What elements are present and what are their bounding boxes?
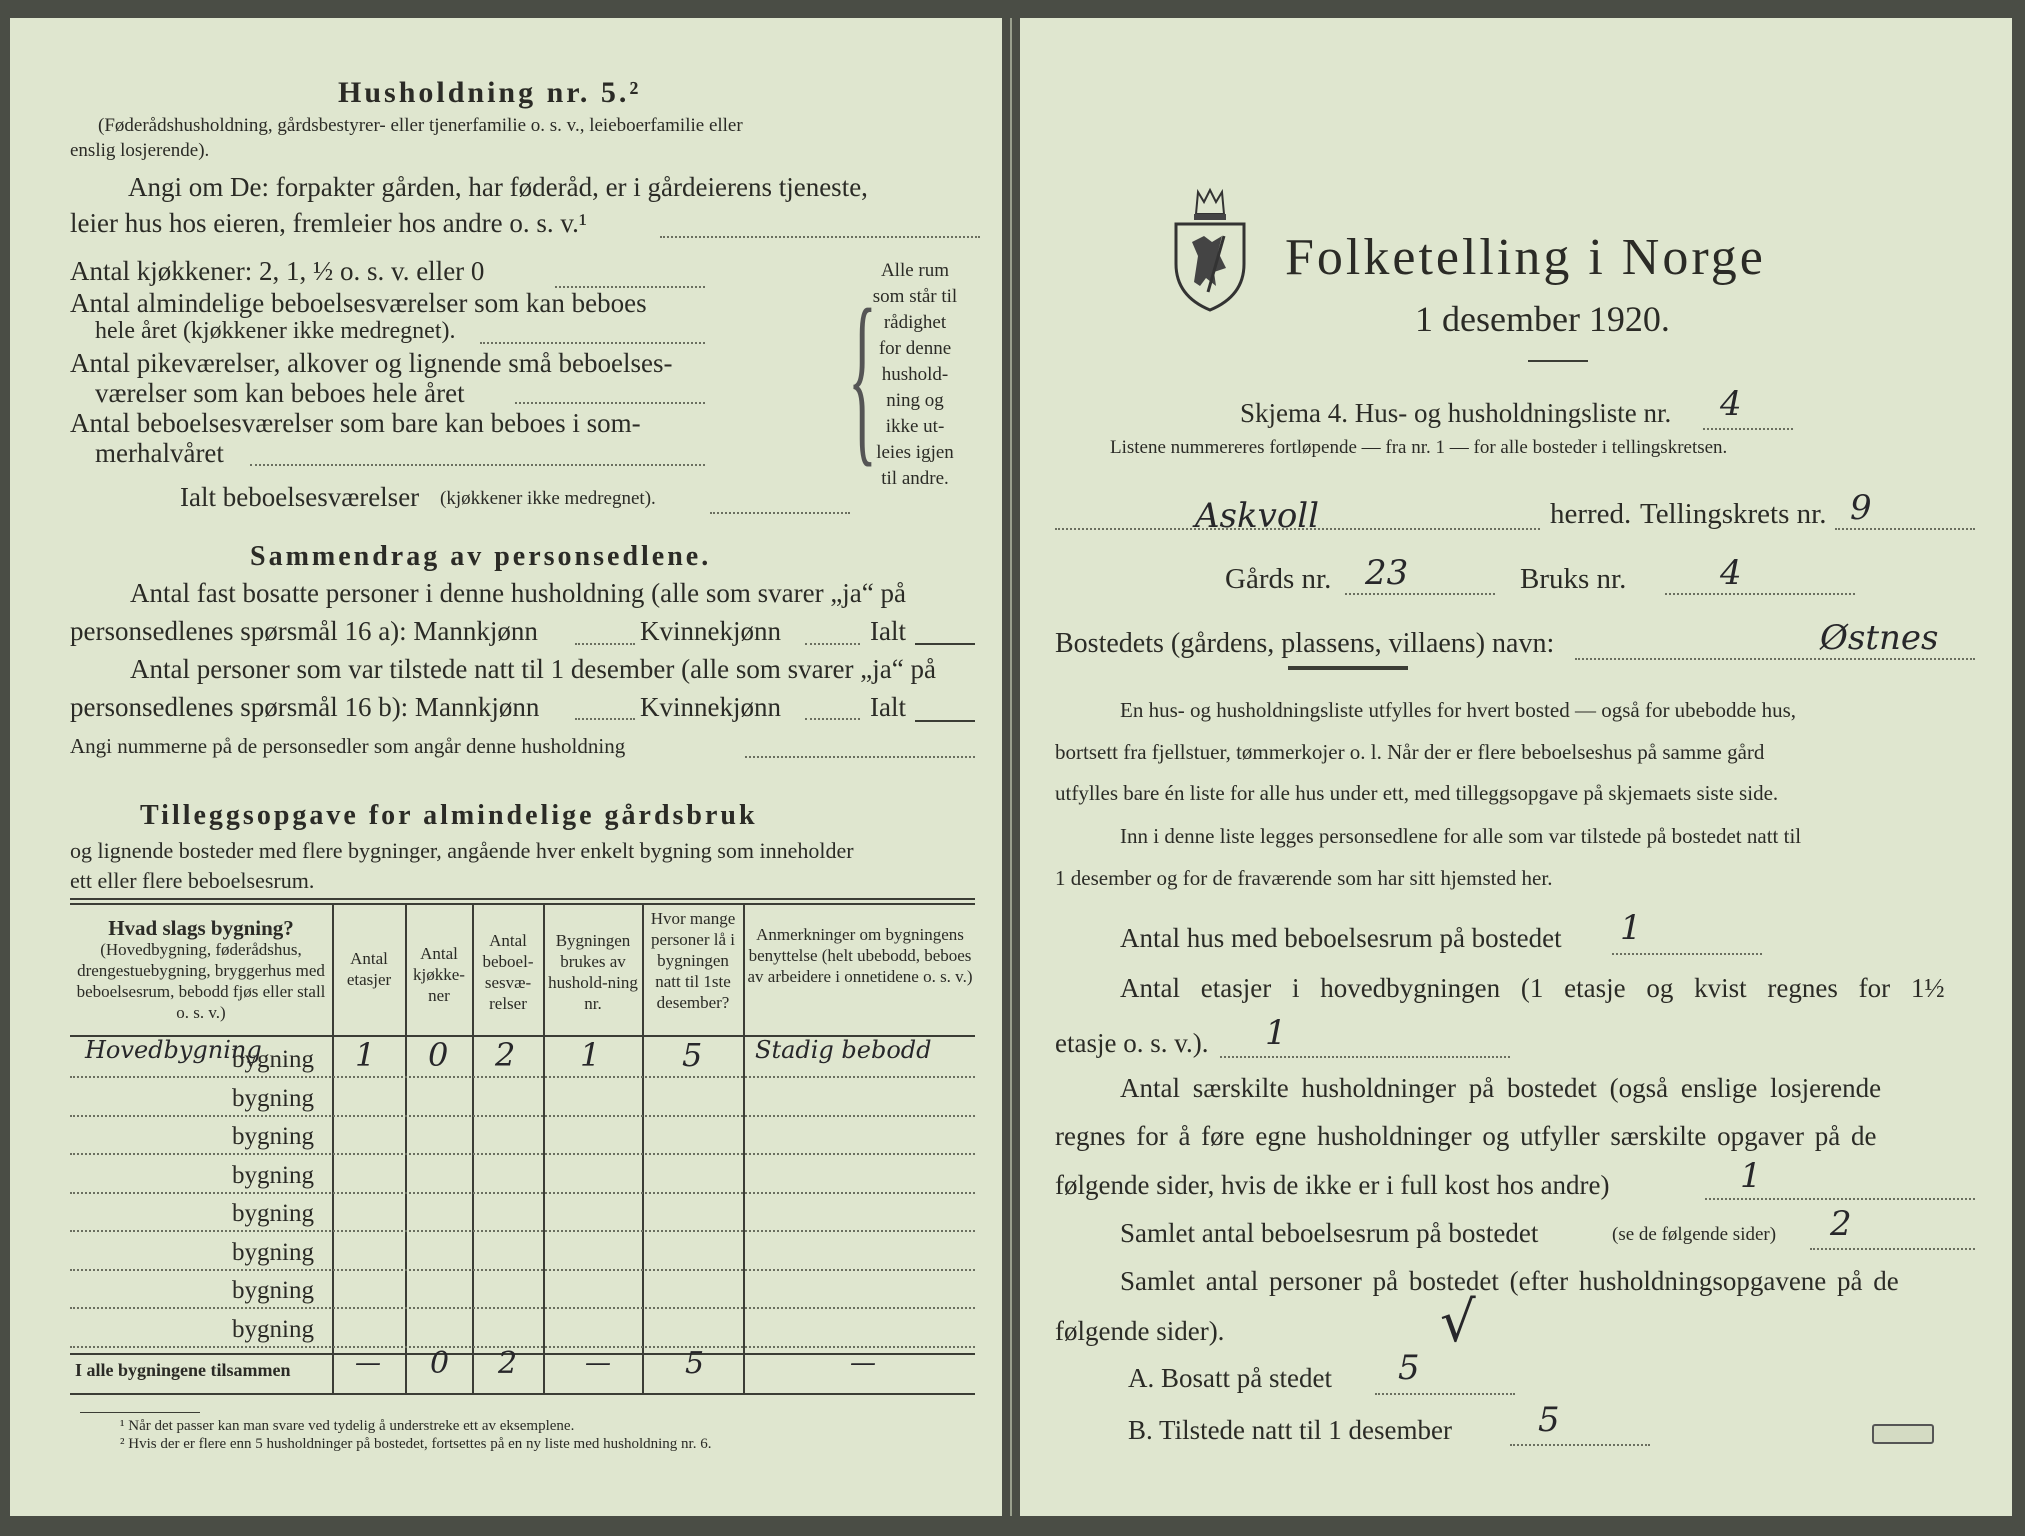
small-rooms-label-2: værelser som kan beboes hele året [95,378,465,408]
resident-field [1375,1393,1515,1395]
row-label: bygning [232,1084,314,1112]
floors-field [1220,1056,1510,1058]
row-label: bygning [232,1161,314,1189]
row-rule [70,1307,975,1309]
resident-line-2b: Kvinnekjønn [640,616,781,646]
present-field [1510,1444,1650,1446]
angi-line-2: leier hus hos eieren, fremleier hos andre o. s. v.¹ [70,208,587,238]
table-top-rule-2 [70,903,975,905]
total-remarks: — [850,1348,876,1378]
present-male-field [575,718,635,720]
header-building-type [72,918,330,1023]
check-mark: √ [1440,1290,1476,1355]
cell-hush: 1 [580,1036,601,1074]
bruks-field [1665,593,1855,595]
total-rooms-label: Ialt beboelsesværelser [180,482,420,512]
row-rule [70,1192,975,1194]
row-label: bygning [232,1123,314,1150]
krets-field [1835,528,1975,530]
census-date: 1 desember 1920. [1415,299,1670,339]
row-label: bygning [232,1238,314,1266]
persons-label-2: følgende sider). [1055,1316,1225,1346]
table-total-rule [70,1353,975,1355]
bruks-number: 4 [1720,553,1742,593]
header-remarks: Anmerkninger om bygningens benyttelse (helt ubebodd, beboes av arbeidere i onnetidene o. s. v.) [747,925,973,986]
houses-value: 1 [1620,908,1642,948]
side-note-line: hushold- [881,364,949,385]
supplement-title: Tilleggsopgave for almindelige gårdsbruk [140,800,758,831]
schema-number: 4 [1720,384,1742,424]
present-total-field [915,720,975,722]
households-label-2: regnes for å føre egne husholdninger og utfyller særskilte opgaver på de [1055,1121,1877,1151]
header-building-title: Hvad slags bygning? [108,916,294,940]
side-note-line: til andre. [881,468,949,489]
floors-label-1: Antal etasjer i hovedbygningen (1 etasje og kvist regnes for 1½ [1120,973,1945,1003]
intro-line-1: (Føderådshusholdning, gårdsbestyrer- eller tjenerfamilie o. s. v., leieboerfamilie eller [98,115,743,136]
total-label: I alle bygningene tilsammen [75,1360,291,1380]
herred-name: Askvoll [1195,496,1320,536]
small-rooms-field [515,402,705,404]
resident-line-2c: Ialt [870,616,906,646]
rooms-total-note: (se de følgende sider) [1612,1224,1777,1245]
resident-total-field [915,643,975,645]
angi-dotted-field [660,236,980,238]
resident-value: 5 [1398,1348,1420,1388]
supplement-line-2: ett eller flere beboelsesrum. [70,868,315,893]
resident-male-field [575,643,635,645]
row-rule [70,1346,975,1348]
households-field [1705,1198,1975,1200]
household-title: Husholdning nr. 5.² [338,76,642,109]
side-note-line: ning og [886,390,944,411]
gards-field [1345,593,1495,595]
row-label: bygning [232,1315,314,1343]
row-rule [70,1115,975,1117]
present-female-field [805,718,860,720]
side-note-line: leies igjen [876,442,954,463]
schema-field [1703,428,1793,430]
rooms-label-1: Antal almindelige beboelsesværelser som kan beboes [70,288,647,318]
summer-rooms-label-1: Antal beboelsesværelser som bare kan beboes i som- [70,408,641,438]
small-rooms-label-1: Antal pikeværelser, alkover og lignende små beboelses- [70,348,673,378]
present-label: B. Tilstede natt til 1 desember [1128,1415,1452,1445]
persons-label-1: Samlet antal personer på bostedet (efter husholdningsopgavene på de [1120,1266,1899,1296]
side-note-line: som står til [872,286,958,307]
right-page [1020,18,2012,1516]
cell-type: Hovedbygning [85,1036,262,1064]
instruction-1: En hus- og husholdningsliste utfylles for hvert bosted — også for ubebodde hus, [1120,698,1796,722]
total-rooms-field [710,512,850,514]
total-kitchens: 0 [430,1346,450,1381]
footnote-rule [80,1412,200,1413]
side-note-line: for denne [878,338,952,359]
table-bottom-rule [70,1393,975,1395]
col-sep-6 [743,904,745,1394]
printer-stamp [1872,1424,1934,1444]
footnote-1: ¹ Når det passer kan man svare ved tydelig å understreke ett av eksemplene. [120,1418,575,1434]
instruction-5: 1 desember og for de fraværende som har sitt hjemsted her. [1055,866,1553,890]
present-line-1: Antal personer som var tilstede natt til 1 desember (alle som svarer „ja“ på [130,654,936,684]
instruction-3: utfylles bare én liste for alle hus under ett, med tilleggsopgave på skjemaets siste side. [1055,781,1779,805]
brace: { [848,271,877,483]
gards-label: Gårds nr. [1225,563,1332,595]
summer-rooms-field [250,464,705,466]
cell-anm: Stadig bebodd [755,1036,932,1064]
supplement-line-1: og lignende bosteder med flere bygninger, angående hver enkelt bygning som inneholder [70,838,854,863]
header-floors: Antal etasjer [346,949,392,989]
bosted-field [1575,658,1975,660]
total-rooms-note: (kjøkkener ikke medregnet). [440,488,656,509]
cell-vaer: 2 [495,1036,516,1074]
bosted-label: Bostedets (gårdens, plassens, villaens) navn: [1055,628,1555,659]
present-line-2b: Kvinnekjønn [640,692,781,722]
footnote-2: ² Hvis der er flere enn 5 husholdninger på bostedet, fortsettes på en ny liste med husholdning nr. 6. [120,1436,712,1452]
cell-personer: 5 [682,1036,703,1074]
total-household: — [585,1348,611,1378]
herred-field [1055,528,1540,530]
row-rule [70,1269,975,1271]
coat-of-arms-icon [1170,186,1250,314]
rooms-total-field [1810,1248,1975,1250]
table-top-rule [70,898,975,900]
households-label-3: følgende sider, hvis de ikke er i full kost hos andre) [1055,1170,1610,1200]
header-rooms: Antal beboel-sesvæ-relser [482,931,534,1013]
row-rule [70,1230,975,1232]
rooms-label-2: hele året (kjøkkener ikke medregnet). [95,318,456,344]
schema-label: Skjema 4. Hus- og husholdningsliste nr. [1240,398,1672,428]
resident-line-1: Antal fast bosatte personer i denne husholdning (alle som svarer „ja“ på [130,578,906,608]
households-value: 1 [1740,1156,1762,1196]
bruks-label: Bruks nr. [1520,563,1627,595]
header-kitchens: Antal kjøkke-ner [413,944,465,1005]
total-floors: — [355,1348,381,1378]
kitchens-label: Antal kjøkkener: 2, 1, ½ o. s. v. eller 0 [70,256,485,286]
krets-label: Tellingskrets nr. [1640,498,1827,530]
intro-line-2: enslig losjerende). [70,140,210,161]
rooms-total-value: 2 [1830,1204,1852,1244]
herred-label: herred. [1550,498,1632,530]
resident-line-2a: personsedlenes spørsmål 16 a): Mannkjønn [70,616,538,646]
title-rule [1528,360,1588,362]
houses-field [1612,953,1762,955]
present-line-2a: personsedlenes spørsmål 16 b): Mannkjønn [70,692,540,722]
instruction-2: bortsett fra fjellstuer, tømmerkojer o. l. Når der er flere beboelseshus på samme gård [1055,740,1765,764]
side-note-line: ikke ut- [885,416,945,437]
rooms-total-label: Samlet antal beboelsesrum på bostedet [1120,1218,1539,1248]
numbers-label: Angi nummerne på de personsedler som angår denne husholdning [70,734,626,758]
resident-female-field [805,643,860,645]
krets-number: 9 [1850,488,1872,528]
angi-line-1: Angi om De: forpakter gården, har føderåd, er i gårdeierens tjeneste, [128,172,868,202]
rooms-field [480,342,705,344]
summer-rooms-label-2: merhalvåret [95,438,224,468]
cell-etasjer: 1 [355,1036,376,1074]
gards-number: 23 [1365,553,1409,593]
row-label: bygning [232,1277,314,1304]
floors-label-2: etasje o. s. v.). [1055,1028,1209,1058]
numbers-field [745,756,975,758]
row-label: bygning [232,1046,314,1073]
row-label: bygning [232,1200,314,1227]
row-rule [70,1153,975,1155]
header-household-no: Bygningen brukes av hushold-ning nr. [548,931,638,1013]
main-title: Folketelling i Norge [1285,229,1766,286]
floors-value: 1 [1265,1013,1287,1053]
summary-title: Sammendrag av personsedlene. [250,541,712,572]
side-note-line: Alle rum [880,260,950,281]
header-building-body: (Hovedbygning, føderådshus, drengestuebygning, bryggerhus med beboelsesrum, bebodd fjøs eller stall o. s. v.) [76,940,326,1022]
instruction-4: Inn i denne liste legges personsedlene for alle som var tilstede på bostedet natt til [1120,824,1802,848]
present-value: 5 [1538,1400,1560,1440]
header-persons: Hvor mange personer lå i bygningen natt til 1ste desember? [650,909,736,1012]
total-persons: 5 [685,1346,705,1381]
present-line-2c: Ialt [870,692,906,722]
page-spine [1010,18,1012,1516]
side-note-line: rådighet [883,312,947,333]
households-label-1: Antal særskilte husholdninger på bostedet (også enslige losjerende [1120,1073,1882,1103]
plassens-underline [1288,666,1408,670]
houses-label: Antal hus med beboelsesrum på bostedet [1120,923,1562,953]
total-rooms: 2 [498,1346,518,1381]
numbering-note: Listene nummereres fortløpende — fra nr. 1 — for alle bosteder i tellingskretsen. [1110,437,1728,458]
resident-label: A. Bosatt på stedet [1128,1363,1332,1393]
cell-kjokken: 0 [428,1036,449,1074]
bosted-name: Østnes [1820,618,1939,658]
row-rule [70,1076,975,1078]
left-page [10,18,1002,1516]
